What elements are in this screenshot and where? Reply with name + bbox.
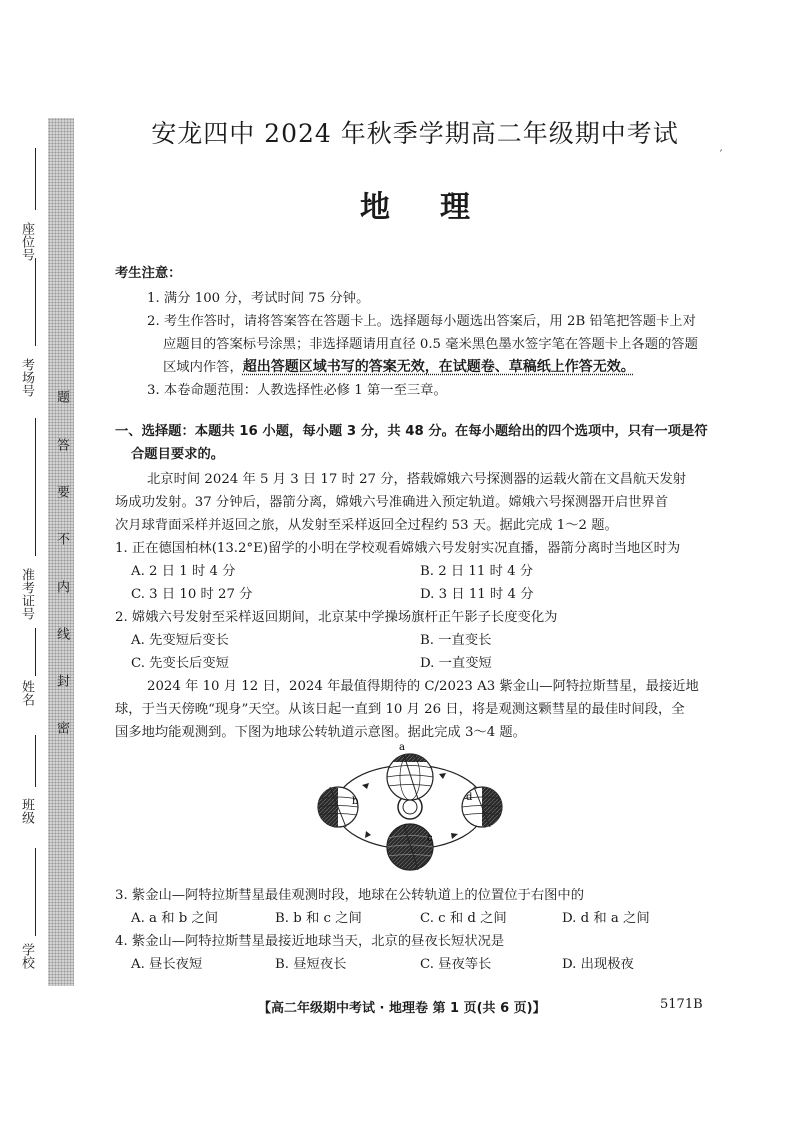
label-c: c xyxy=(427,833,433,844)
q3-option-b: B. b 和 c 之间 xyxy=(275,911,362,926)
notice-item-2-cont: 应题目的答案标号涂黑；非选择题请用直径 0.5 毫米黑色墨水签字笔在答题卡上各题的答题 xyxy=(163,337,698,352)
notice-item-1: 1. 满分 100 分，考试时间 75 分钟。 xyxy=(147,291,370,306)
section-heading: 一、选择题：本题共 16 小题，每小题 3 分，共 48 分。在每小题给出的四个选项中，只有一项是符 xyxy=(115,424,708,439)
strip-char: 要 xyxy=(54,484,69,498)
q1-option-d: D. 3 日 11 时 4 分 xyxy=(420,587,534,602)
orbit-arrow xyxy=(439,773,446,779)
q2-option-d: D. 一直变短 xyxy=(420,656,492,671)
q2-option-b: B. 一直变长 xyxy=(420,633,492,648)
q2-option-c: C. 先变长后变短 xyxy=(131,656,229,671)
q2-option-a: A. 先变短后变长 xyxy=(131,633,229,648)
q4-option-c: C. 昼夜等长 xyxy=(420,957,492,972)
q4-option-d: D. 出现极夜 xyxy=(562,957,634,972)
paper-code: 5171B xyxy=(660,997,703,1012)
exam-room-label: 考场号 xyxy=(19,358,34,397)
notice-item-2: 2. 考生作答时，请将答案答在答题卡上。选择题每小题选出答案后，用 2B 铅笔把答题卡上对 xyxy=(147,314,696,329)
exam-title: 安龙四中 2024 年秋季学期高二年级期中考试 xyxy=(151,119,679,148)
school-label: 学校 xyxy=(19,943,34,969)
q3-option-d: D. d 和 a 之间 xyxy=(562,911,650,926)
class-label: 班级 xyxy=(19,798,34,824)
sun-core xyxy=(403,800,417,814)
ticket-label: 准考证号 xyxy=(19,568,34,620)
earth-orbit-diagram xyxy=(300,737,520,877)
strip-char: 密 xyxy=(54,720,69,734)
school-line xyxy=(35,848,36,936)
q1-option-a: A. 2 日 1 时 4 分 xyxy=(131,564,236,579)
notice-item-3: 3. 本卷命题范围：人教选择性必修 1 第一至三章。 xyxy=(147,383,447,398)
label-a: a xyxy=(399,742,405,753)
orbit-arrow xyxy=(365,831,371,838)
seat-label: 座位号 xyxy=(19,222,34,261)
passage1-line1: 北京时间 2024 年 5 月 3 日 17 时 27 分，搭载嫦娥六号探测器的运载火箭在文昌航天发射 xyxy=(147,472,687,487)
q2-stem: 2. 嫦娥六号发射至采样返回期间，北京某中学操场旗杆正午影子长度变化为 xyxy=(115,610,558,625)
q1-option-c: C. 3 日 10 时 27 分 xyxy=(131,587,253,602)
strip-char: 不 xyxy=(54,531,69,545)
class-line xyxy=(35,735,36,787)
label-d: d xyxy=(466,792,473,803)
passage1-line2: 场成功发射。37 分钟后，器箭分离，嫦娥六号准确进入预定轨道。嫦娥六号探测器开启世界首 xyxy=(115,495,669,510)
strip-char: 答 xyxy=(54,437,69,451)
strip-char: 题 xyxy=(54,389,69,403)
page-footer: 【高二年级期中考试 · 地理卷 第 1 页(共 6 页)】 xyxy=(258,1001,546,1016)
notice-item-2-tail: 区域内作答， xyxy=(163,360,243,375)
section-heading-cont: 合题目要求的。 xyxy=(131,447,225,462)
name-line xyxy=(35,628,36,676)
orbit-arrow xyxy=(362,783,369,789)
strip-char: 封 xyxy=(54,673,69,687)
subject-title: 地理 xyxy=(360,190,520,225)
q1-option-b: B. 2 日 11 时 4 分 xyxy=(420,564,534,579)
label-b: b xyxy=(352,796,359,807)
q4-option-b: B. 昼短夜长 xyxy=(275,957,347,972)
notice-item-2-end xyxy=(163,356,635,376)
binding-strip xyxy=(48,118,74,986)
seat-line xyxy=(35,148,36,210)
q1-stem: 1. 正在德国柏林(13.2°E)留学的小明在学校观看嫦娥六号发射实况直播，器箭分离时当地区时为 xyxy=(115,541,681,556)
q3-option-c: C. c 和 d 之间 xyxy=(420,911,507,926)
q4-option-a: A. 昼长夜短 xyxy=(131,957,203,972)
strip-char: 线 xyxy=(54,626,69,640)
earth-position-a xyxy=(387,754,433,800)
earth-position-c xyxy=(387,824,433,870)
q3-option-a: A. a 和 b 之间 xyxy=(131,911,219,926)
ticket-line xyxy=(35,418,36,556)
passage2-line1: 2024 年 10 月 12 日，2024 年最值得期待的 C/2023 A3 紫金山—阿特拉斯彗星，最接近地 xyxy=(147,679,699,694)
q4-stem: 4. 紫金山—阿特拉斯彗星最接近地球当天，北京的昼夜长短状况是 xyxy=(115,934,505,949)
orbit-arrow xyxy=(451,833,458,839)
notice-emphasis: 超出答题区域书写的答案无效，在试题卷、草稿纸上作答无效。 xyxy=(242,359,635,375)
name-label: 姓名 xyxy=(19,680,34,706)
q3-stem: 3. 紫金山—阿特拉斯彗星最佳观测时段，地球在公转轨道上的位置位于右图中的 xyxy=(115,888,585,903)
earth-position-b xyxy=(318,787,358,827)
strip-char: 内 xyxy=(54,579,69,593)
exam-room-line xyxy=(35,258,36,346)
notice-heading: 考生注意： xyxy=(115,266,182,281)
passage2-line3: 国多地均能观测到。下图为地球公转轨道示意图。据此完成 3～4 题。 xyxy=(115,725,526,740)
passage1-line3: 次月球背面采样并返回之旅，从发射至采样返回全过程约 53 天。据此完成 1～2 题。 xyxy=(115,518,618,533)
passage2-line2: 球，于当天傍晚“现身”天空。从该日起一直到 10 月 26 日，将是观测这颗彗星的最佳时间段，全 xyxy=(115,702,685,717)
stray-mark: ˊ xyxy=(718,150,723,161)
